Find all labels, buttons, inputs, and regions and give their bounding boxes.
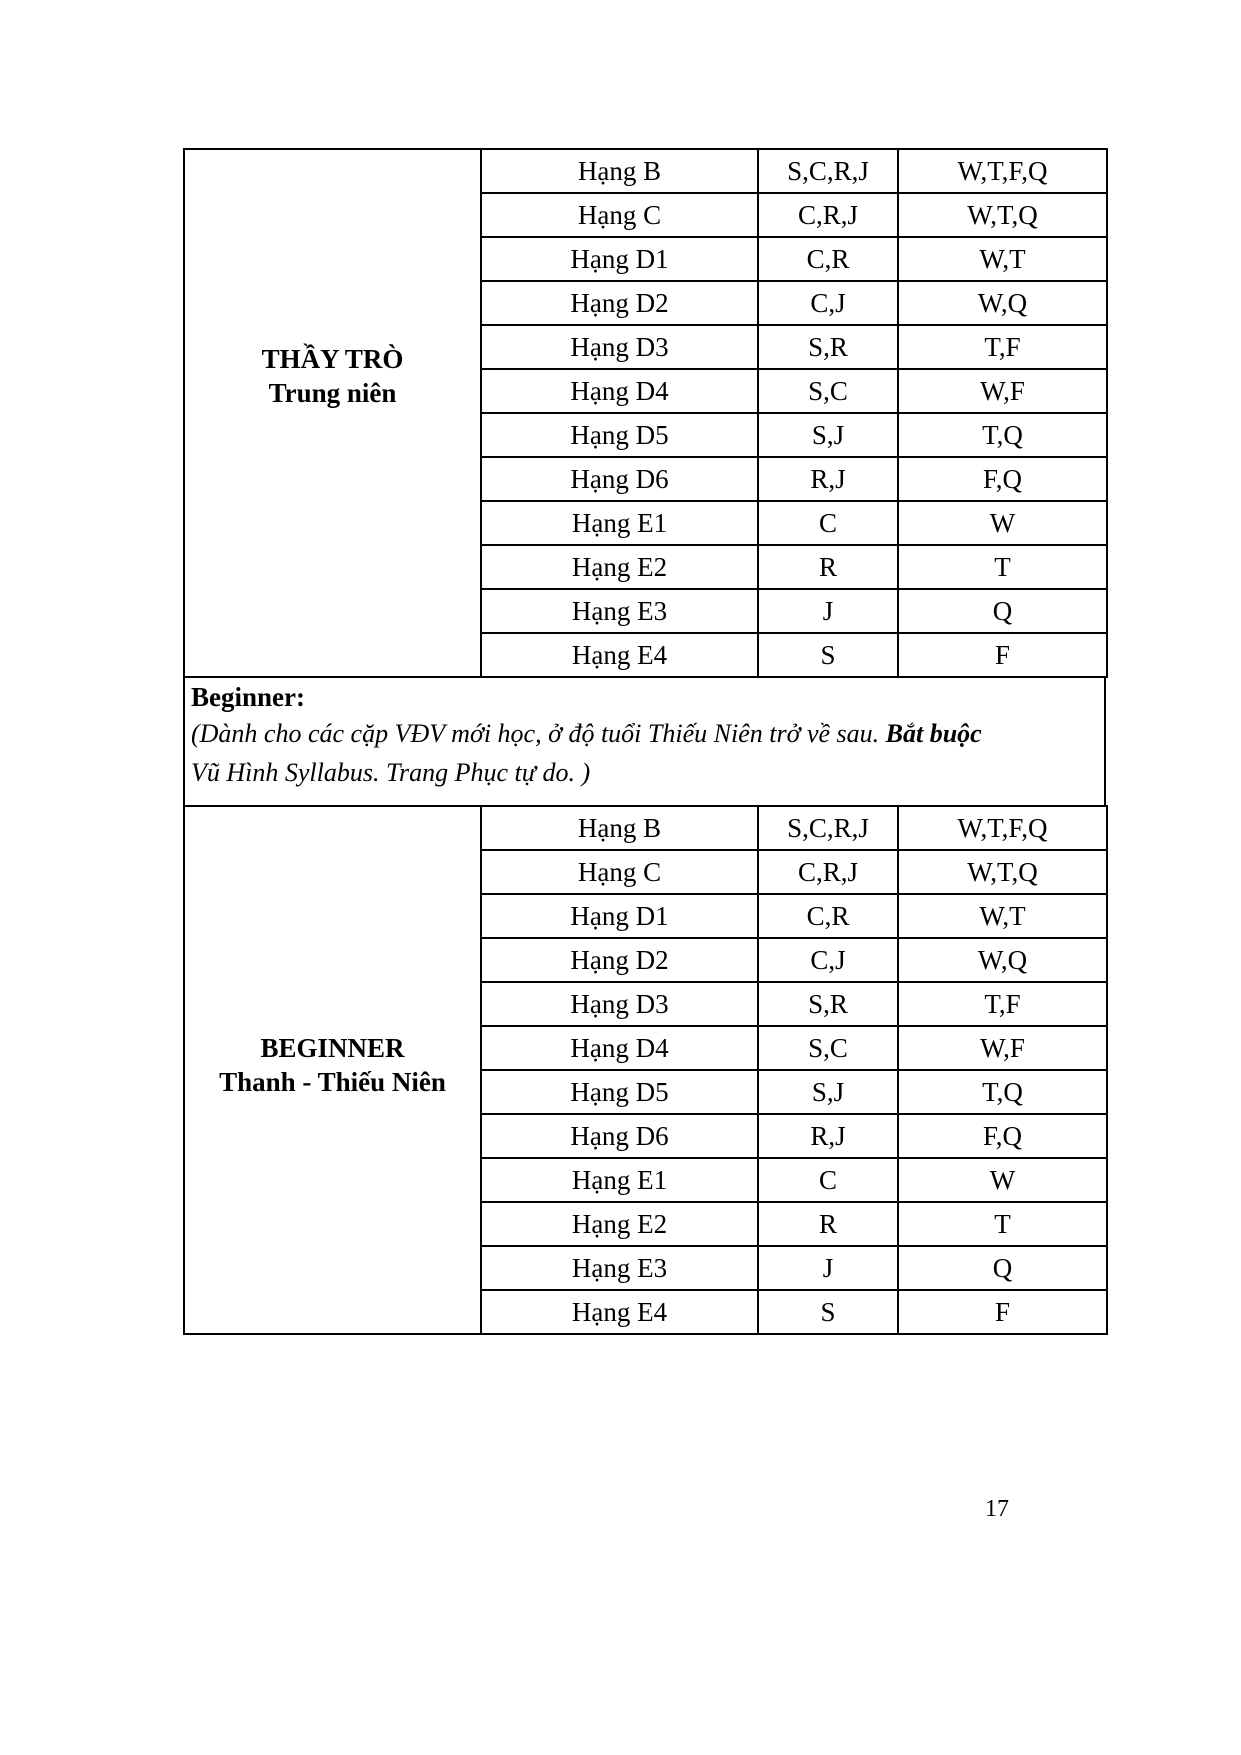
category-cell: Hạng E3 [481,589,758,633]
dance-codes-b-cell: W,T,F,Q [898,149,1107,193]
category-cell: Hạng B [481,806,758,850]
dance-codes-a-cell: S,J [758,1070,898,1114]
category-cell: Hạng D3 [481,982,758,1026]
dance-codes-a-cell: C,J [758,938,898,982]
dance-codes-b-cell: W [898,501,1107,545]
merged-group-label-cell [184,149,481,677]
dance-codes-b-cell: Q [898,589,1107,633]
beginner-note-line2: Vũ Hình Syllabus. Trang Phục tự do. ) [191,758,591,787]
dance-codes-b-cell: W,T [898,237,1107,281]
dance-codes-b-cell: W,Q [898,281,1107,325]
category-cell: Hạng D2 [481,281,758,325]
merged-group-label-cell [184,806,481,1334]
dance-codes-a-cell: R,J [758,457,898,501]
dance-codes-b-cell: W,T [898,894,1107,938]
category-cell: Hạng D2 [481,938,758,982]
category-cell: Hạng D5 [481,1070,758,1114]
dance-codes-a-cell: S,C [758,369,898,413]
dance-codes-a-cell: C,R [758,237,898,281]
dance-codes-b-cell: F,Q [898,457,1107,501]
category-cell: Hạng E4 [481,1290,758,1334]
dance-codes-a-cell: C,R [758,894,898,938]
dance-codes-a-cell: J [758,589,898,633]
dance-codes-a-cell: S [758,633,898,677]
category-cell: Hạng E4 [481,633,758,677]
dance-codes-a-cell: C,R,J [758,193,898,237]
beginner-note-line1 [191,714,1100,753]
dance-codes-a-cell: J [758,1246,898,1290]
dance-codes-b-cell: W,T,Q [898,850,1107,894]
dance-codes-b-cell: W [898,1158,1107,1202]
dance-codes-b-cell: F [898,633,1107,677]
dance-codes-b-cell: T [898,545,1107,589]
dance-codes-b-cell: T,F [898,325,1107,369]
table-row [184,806,1107,850]
category-cell: Hạng C [481,850,758,894]
dance-codes-a-cell: C [758,1158,898,1202]
dance-codes-b-cell: W,Q [898,938,1107,982]
dance-codes-b-cell: W,T,Q [898,193,1107,237]
dance-codes-b-cell: T [898,1202,1107,1246]
dance-codes-a-cell: S,J [758,413,898,457]
dance-codes-b-cell: T,Q [898,413,1107,457]
group-label-line: Trung niên [268,378,397,408]
table-row [184,149,1107,193]
dance-codes-a-cell: C,J [758,281,898,325]
category-cell: Hạng E2 [481,1202,758,1246]
category-cell: Hạng E3 [481,1246,758,1290]
dance-codes-b-cell: W,F [898,1026,1107,1070]
dance-codes-a-cell: R [758,545,898,589]
dance-codes-a-cell: R [758,1202,898,1246]
teacher-student-table [183,148,1108,678]
dance-codes-b-cell: F [898,1290,1107,1334]
category-cell: Hạng E2 [481,545,758,589]
dance-codes-b-cell: W,T,F,Q [898,806,1107,850]
dance-codes-a-cell: S,C,R,J [758,149,898,193]
category-cell: Hạng D6 [481,457,758,501]
category-cell: Hạng D1 [481,237,758,281]
category-cell: Hạng B [481,149,758,193]
beginner-note-line1-bold: Bắt buộc [885,719,982,748]
dance-codes-a-cell: S,R [758,325,898,369]
page-number: 17 [985,1496,1009,1522]
dance-codes-b-cell: Q [898,1246,1107,1290]
dance-codes-b-cell: F,Q [898,1114,1107,1158]
category-cell: Hạng D5 [481,413,758,457]
dance-codes-a-cell: S [758,1290,898,1334]
group-label-line: Thanh - Thiếu Niên [219,1067,446,1097]
dance-codes-a-cell: R,J [758,1114,898,1158]
dance-codes-b-cell: T,Q [898,1070,1107,1114]
beginner-table [183,805,1108,1335]
category-cell: Hạng E1 [481,501,758,545]
group-label-line: BEGINNER [260,1033,405,1064]
category-cell: Hạng D4 [481,369,758,413]
dance-codes-b-cell: T,F [898,982,1107,1026]
dance-codes-a-cell: C [758,501,898,545]
dance-codes-a-cell: S,C [758,1026,898,1070]
dance-codes-a-cell: C,R,J [758,850,898,894]
beginner-note [183,678,1106,805]
category-cell: Hạng E1 [481,1158,758,1202]
beginner-note-heading: Beginner: [191,682,305,712]
dance-codes-b-cell: W,F [898,369,1107,413]
category-cell: Hạng D1 [481,894,758,938]
category-cell: Hạng D6 [481,1114,758,1158]
category-tables-block [183,148,1106,1335]
dance-codes-a-cell: S,R [758,982,898,1026]
category-cell: Hạng D3 [481,325,758,369]
group-label-line: THẦY TRÒ [261,344,404,375]
category-cell: Hạng C [481,193,758,237]
beginner-note-line1-regular: (Dành cho các cặp VĐV mới học, ở độ tuổi Thiếu Niên trở về sau. [191,719,886,748]
dance-codes-a-cell: S,C,R,J [758,806,898,850]
category-cell: Hạng D4 [481,1026,758,1070]
